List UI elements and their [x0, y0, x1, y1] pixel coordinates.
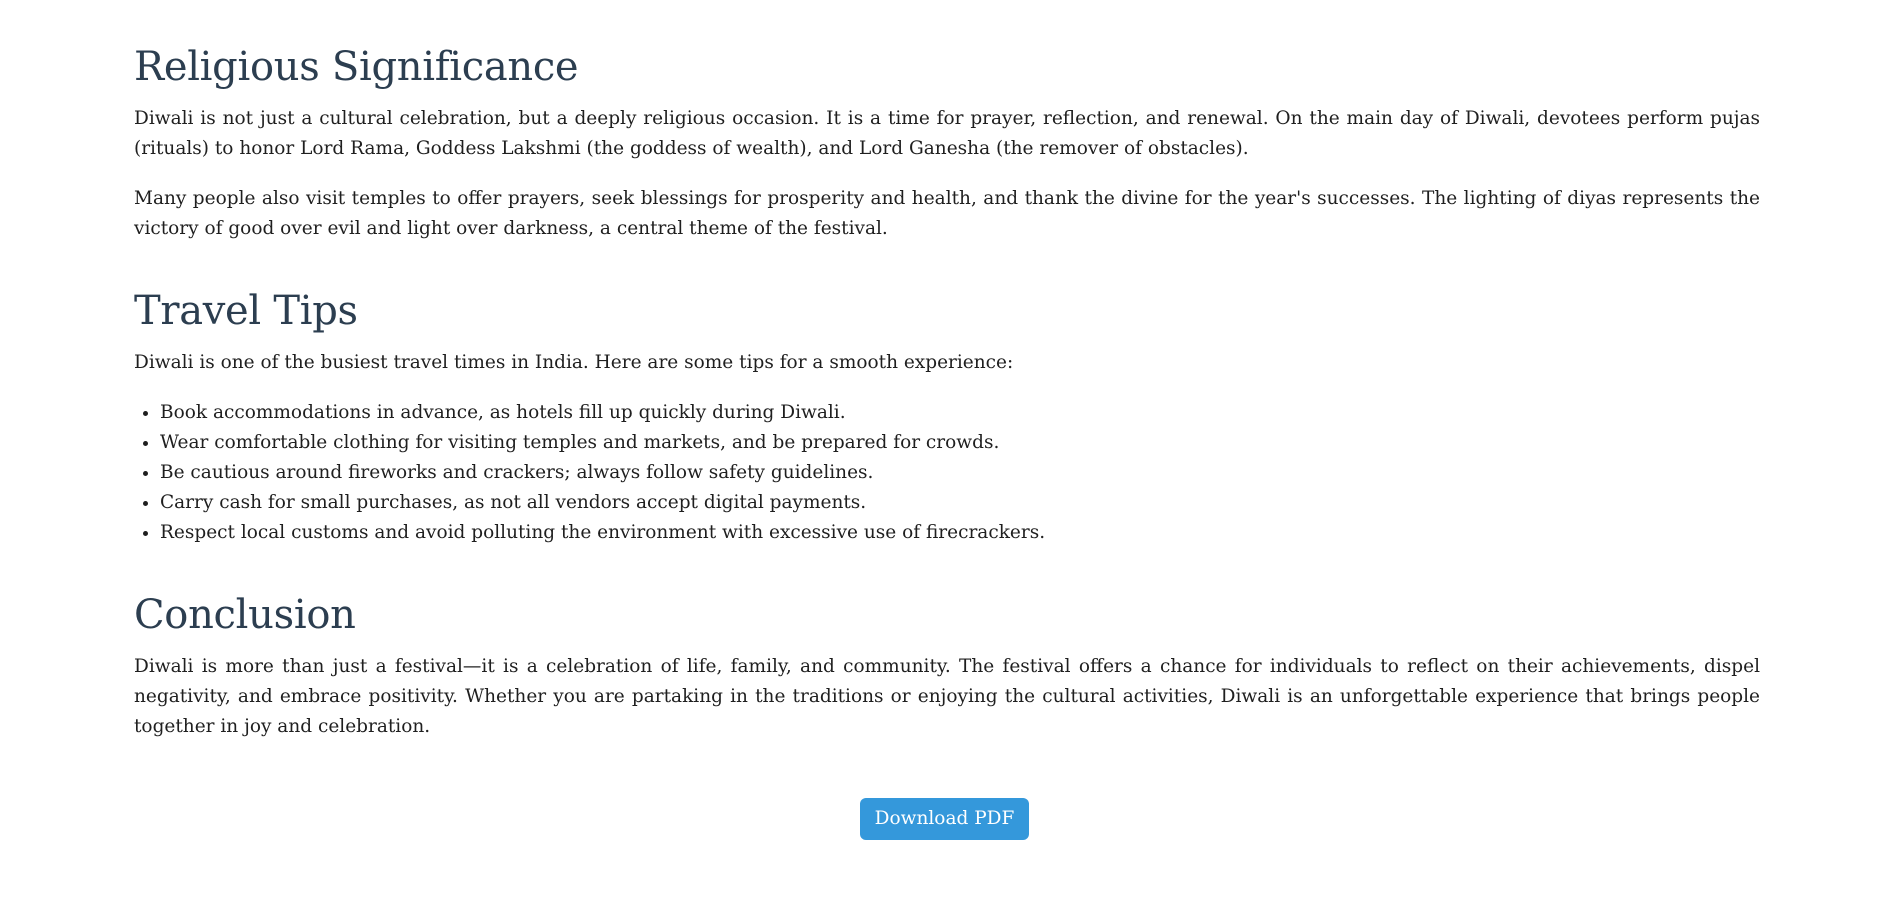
section-title: Religious Significance	[134, 44, 579, 90]
list-item: • Carry cash for small purchases, as not all vendors accept digital payments.	[160, 488, 1760, 518]
paragraph: Diwali is one of the busiest travel times in India. Here are some tips for a smooth experience:	[134, 352, 1014, 373]
tips-list	[134, 398, 1760, 548]
paragraph: Diwali is more than just a festival—it is a celebration of life, family, and community. The festival offers a chance for individuals to reflect on their achievements, dispel negativity, and embrace positivity. Whether you are partaking in the traditions or enjoying the cultural activities, Diwali is an unforgettable experience that brings people together in joy and celebration.	[134, 656, 1760, 737]
section-title: Conclusion	[134, 592, 356, 638]
paragraph: Diwali is not just a cultural celebration, but a deeply religious occasion. It is a time for prayer, reflection, and renewal. On the main day of Diwali, devotees perform pujas (rituals) to honor Lord Rama, Goddess Lakshmi (the goddess of wealth), and Lord Ganesha (the remover of obstacles).	[134, 108, 1760, 159]
list-item: • Book accommodations in advance, as hotels fill up quickly during Diwali.	[160, 398, 1760, 428]
list-item: • Be cautious around fireworks and crackers; always follow safety guidelines.	[160, 458, 1760, 488]
article-content	[134, 40, 1760, 762]
paragraph: Many people also visit temples to offer prayers, seek blessings for prosperity and health, and thank the divine for the year's successes. The lighting of diyas represents the victory of good over evil and light over darkness, a central theme of the festival.	[134, 188, 1760, 239]
section-religious-significance	[134, 40, 1760, 244]
download-pdf-button[interactable]: Download PDF	[860, 798, 1030, 840]
list-item: • Respect local customs and avoid polluting the environment with excessive use of firecrackers.	[160, 518, 1760, 548]
section-conclusion	[134, 588, 1760, 742]
download-area	[0, 798, 1889, 840]
section-travel-tips	[134, 284, 1760, 548]
list-item: • Wear comfortable clothing for visiting temples and markets, and be prepared for crowds.	[160, 428, 1760, 458]
section-title: Travel Tips	[134, 288, 358, 334]
